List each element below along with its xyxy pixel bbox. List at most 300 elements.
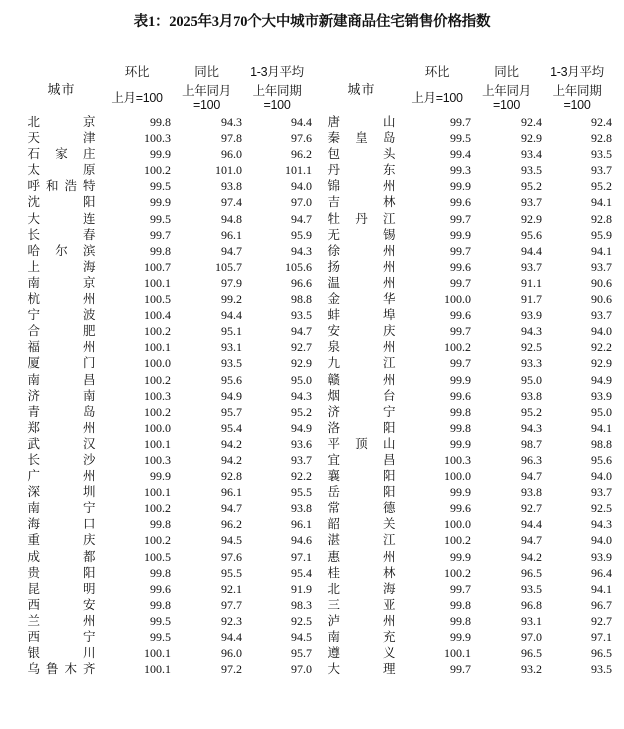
city-name-left xyxy=(20,484,103,500)
city-name-right xyxy=(320,114,403,130)
row-gutter xyxy=(312,243,320,259)
value-avg-left: 94.3 xyxy=(291,243,312,258)
city-name-left xyxy=(20,404,103,420)
city-name-left xyxy=(20,645,103,661)
header-mom-basis-left xyxy=(103,82,171,114)
city-name-left xyxy=(20,372,103,388)
value-yoy-left: 93.8 xyxy=(221,179,242,194)
city-label: 九 江 xyxy=(327,356,396,371)
value-yoy-right: 94.3 xyxy=(521,324,542,339)
value-avg-right: 94.1 xyxy=(591,420,612,435)
city-name-left xyxy=(20,388,103,404)
city-name-left xyxy=(20,178,103,194)
city-label: 长 沙 xyxy=(27,452,96,467)
value-avg-left: 94.9 xyxy=(291,420,312,435)
value-yoy-left: 94.5 xyxy=(221,533,242,548)
city-name-right xyxy=(320,452,403,468)
value-yoy-right: 93.7 xyxy=(521,195,542,210)
value-yoy-right: 93.5 xyxy=(521,581,542,596)
row-gutter xyxy=(312,581,320,597)
value-mom-right: 99.8 xyxy=(450,420,471,435)
city-name-left xyxy=(20,339,103,355)
table-row xyxy=(20,372,612,388)
value-mom-left: 100.5 xyxy=(144,292,171,307)
city-name-right xyxy=(320,339,403,355)
row-gutter xyxy=(312,549,320,565)
header-yoy-left: 同比 xyxy=(194,65,219,79)
city-name-left xyxy=(20,162,103,178)
city-label: 岳 阳 xyxy=(327,485,396,500)
table-body xyxy=(20,114,612,677)
row-gutter xyxy=(312,114,320,130)
city-name-left xyxy=(20,211,103,227)
value-avg-left: 95.2 xyxy=(291,404,312,419)
value-avg-right: 93.5 xyxy=(591,662,612,677)
value-mom-right: 100.0 xyxy=(444,469,471,484)
value-mom-right: 99.9 xyxy=(450,179,471,194)
table-row xyxy=(20,243,612,259)
value-yoy-left: 93.5 xyxy=(221,356,242,371)
value-yoy-right: 97.0 xyxy=(521,630,542,644)
city-label: 海 口 xyxy=(27,517,96,532)
city-label: 西 宁 xyxy=(27,630,96,644)
header-row-top xyxy=(20,62,612,82)
value-yoy-right: 93.8 xyxy=(521,388,542,403)
value-avg-left: 98.8 xyxy=(291,292,312,307)
city-label: 烟 台 xyxy=(327,388,396,403)
table-row xyxy=(20,404,612,420)
city-name-left xyxy=(20,597,103,613)
value-avg-left: 91.9 xyxy=(291,581,312,596)
value-avg-right: 93.7 xyxy=(591,163,612,178)
value-mom-left: 99.8 xyxy=(150,565,171,580)
value-avg-right: 94.1 xyxy=(591,243,612,258)
value-yoy-left: 97.2 xyxy=(221,662,242,677)
city-name-right xyxy=(320,146,403,162)
city-label: 西 安 xyxy=(27,597,96,612)
value-mom-right: 99.7 xyxy=(450,115,471,129)
value-avg-left: 96.2 xyxy=(291,147,312,162)
city-name-left xyxy=(20,452,103,468)
city-label: 丹 东 xyxy=(327,163,396,178)
city-name-left xyxy=(20,227,103,243)
city-label: 泸 州 xyxy=(327,613,396,628)
row-gutter xyxy=(312,372,320,388)
header-avg-basis-right-line2: =100 xyxy=(563,98,591,112)
header-avg-basis-left-line1: 上年同期 xyxy=(252,84,302,98)
value-avg-right: 92.9 xyxy=(591,356,612,371)
city-label: 济 南 xyxy=(27,388,96,403)
value-mom-left: 100.2 xyxy=(144,324,171,339)
row-gutter xyxy=(312,211,320,227)
row-gutter xyxy=(312,629,320,645)
value-mom-left: 100.0 xyxy=(144,356,171,371)
value-avg-right: 96.7 xyxy=(591,597,612,612)
value-avg-left: 97.0 xyxy=(291,195,312,210)
row-gutter xyxy=(312,532,320,548)
value-yoy-left: 96.2 xyxy=(221,517,242,532)
city-label: 银 川 xyxy=(27,646,96,661)
value-avg-left: 93.7 xyxy=(291,452,312,467)
row-gutter xyxy=(312,661,320,677)
city-name-right xyxy=(320,291,403,307)
row-gutter xyxy=(312,484,320,500)
value-yoy-right: 95.2 xyxy=(521,404,542,419)
value-yoy-right: 93.7 xyxy=(521,259,542,274)
value-yoy-right: 92.4 xyxy=(521,115,542,129)
value-mom-left: 99.5 xyxy=(150,211,171,226)
city-label: 无 锡 xyxy=(327,227,396,242)
value-mom-left: 99.8 xyxy=(150,243,171,258)
header-gutter xyxy=(312,62,320,82)
value-yoy-right: 95.2 xyxy=(521,179,542,194)
city-label: 郑 州 xyxy=(27,420,96,435)
value-yoy-left: 97.4 xyxy=(221,195,242,210)
city-name-right xyxy=(320,323,403,339)
city-label: 重 庆 xyxy=(27,533,96,548)
city-name-left xyxy=(20,532,103,548)
value-yoy-left: 97.9 xyxy=(221,275,242,290)
value-mom-right: 99.7 xyxy=(450,275,471,290)
value-avg-right: 94.0 xyxy=(591,324,612,339)
header-yoy-basis-left xyxy=(171,82,242,114)
value-mom-right: 99.7 xyxy=(450,581,471,596)
city-label: 太 原 xyxy=(27,163,96,178)
value-avg-left: 92.2 xyxy=(291,469,312,484)
city-name-right xyxy=(320,388,403,404)
value-yoy-left: 92.8 xyxy=(221,469,242,484)
row-gutter xyxy=(312,162,320,178)
value-mom-right: 99.6 xyxy=(450,259,471,274)
value-mom-left: 100.1 xyxy=(144,275,171,290)
city-label: 大 连 xyxy=(27,211,96,226)
value-mom-right: 99.8 xyxy=(450,404,471,419)
table-row xyxy=(20,597,612,613)
value-mom-right: 99.9 xyxy=(450,227,471,242)
city-label: 湛 江 xyxy=(327,533,396,548)
header-yoy-basis-right-line2: =100 xyxy=(493,98,520,112)
city-name-right xyxy=(320,372,403,388)
city-label: 唐 山 xyxy=(327,115,396,129)
value-yoy-right: 94.7 xyxy=(521,469,542,484)
value-avg-right: 95.2 xyxy=(591,179,612,194)
value-yoy-left: 95.1 xyxy=(221,324,242,339)
value-avg-right: 93.7 xyxy=(591,308,612,323)
header-mom-basis-right-line1: 上月=100 xyxy=(411,91,463,105)
value-avg-right: 90.6 xyxy=(591,275,612,290)
value-avg-right: 95.9 xyxy=(591,227,612,242)
city-label: 深 圳 xyxy=(27,485,96,500)
value-mom-left: 100.1 xyxy=(144,662,171,677)
city-name-left xyxy=(20,581,103,597)
value-yoy-right: 94.4 xyxy=(521,517,542,532)
value-avg-left: 94.0 xyxy=(291,179,312,194)
city-name-right xyxy=(320,629,403,645)
value-mom-left: 100.5 xyxy=(144,549,171,564)
value-avg-left: 94.7 xyxy=(291,211,312,226)
price-index-table-wrapper xyxy=(20,62,612,677)
city-label: 安 庆 xyxy=(327,324,396,339)
city-label: 合 肥 xyxy=(27,324,96,339)
value-mom-left: 100.1 xyxy=(144,436,171,451)
city-label: 广 州 xyxy=(27,469,96,484)
price-index-table xyxy=(20,62,612,677)
row-gutter xyxy=(312,420,320,436)
value-mom-right: 99.9 xyxy=(450,485,471,500)
city-label: 贵 阳 xyxy=(27,565,96,580)
table-row xyxy=(20,581,612,597)
page-title: 表1：2025年3月70个大中城市新建商品住宅销售价格指数 xyxy=(133,14,491,30)
value-avg-right: 92.4 xyxy=(591,115,612,129)
table-row xyxy=(20,130,612,146)
value-avg-right: 92.5 xyxy=(591,501,612,516)
city-name-right xyxy=(320,613,403,629)
value-mom-left: 100.2 xyxy=(144,163,171,178)
value-yoy-left: 95.4 xyxy=(221,420,242,435)
table-row xyxy=(20,468,612,484)
city-name-right xyxy=(320,436,403,452)
city-label: 金 华 xyxy=(327,292,396,307)
row-gutter xyxy=(312,194,320,210)
city-name-left xyxy=(20,307,103,323)
row-gutter xyxy=(312,452,320,468)
value-mom-right: 99.8 xyxy=(450,597,471,612)
value-avg-right: 92.8 xyxy=(591,131,612,146)
city-name-right xyxy=(320,484,403,500)
value-yoy-right: 95.6 xyxy=(521,227,542,242)
city-name-left xyxy=(20,259,103,275)
table-row xyxy=(20,259,612,275)
table-row xyxy=(20,452,612,468)
value-avg-right: 93.9 xyxy=(591,549,612,564)
header-yoy-basis-right-line1: 上年同月 xyxy=(482,84,531,98)
value-mom-right: 99.7 xyxy=(450,356,471,371)
city-label: 天 津 xyxy=(27,131,96,146)
value-avg-left: 92.5 xyxy=(291,613,312,628)
city-name-right xyxy=(320,532,403,548)
value-mom-left: 99.8 xyxy=(150,597,171,612)
value-avg-left: 94.7 xyxy=(291,324,312,339)
city-label: 襄 阳 xyxy=(327,469,396,484)
city-name-right xyxy=(320,259,403,275)
header-row-sub xyxy=(20,82,612,114)
value-yoy-right: 91.1 xyxy=(521,275,542,290)
city-label: 赣 州 xyxy=(327,372,396,387)
value-mom-left: 100.2 xyxy=(144,372,171,387)
value-mom-left: 100.3 xyxy=(144,388,171,403)
row-gutter xyxy=(312,323,320,339)
value-avg-right: 92.7 xyxy=(591,613,612,628)
value-yoy-right: 94.7 xyxy=(521,533,542,548)
city-name-left xyxy=(20,355,103,371)
value-avg-right: 93.7 xyxy=(591,259,612,274)
value-avg-left: 96.1 xyxy=(291,517,312,532)
value-yoy-right: 96.5 xyxy=(521,565,542,580)
value-avg-right: 92.8 xyxy=(591,211,612,226)
city-name-right xyxy=(320,404,403,420)
value-mom-right: 100.0 xyxy=(444,517,471,532)
row-gutter xyxy=(312,645,320,661)
city-label: 锦 州 xyxy=(327,179,396,194)
value-mom-right: 100.2 xyxy=(444,565,471,580)
value-mom-left: 99.5 xyxy=(150,613,171,628)
value-yoy-right: 93.2 xyxy=(521,662,542,677)
header-avg-basis-right xyxy=(542,82,612,114)
value-yoy-left: 97.7 xyxy=(221,597,242,612)
table-row xyxy=(20,613,612,629)
value-yoy-left: 92.1 xyxy=(221,581,242,596)
value-mom-right: 99.9 xyxy=(450,372,471,387)
city-label: 惠 州 xyxy=(327,549,396,564)
value-yoy-right: 96.5 xyxy=(521,646,542,661)
table-row xyxy=(20,500,612,516)
value-mom-right: 99.5 xyxy=(450,131,471,146)
value-mom-left: 99.7 xyxy=(150,227,171,242)
value-avg-right: 95.0 xyxy=(591,404,612,419)
table-row xyxy=(20,516,612,532)
value-mom-left: 100.3 xyxy=(144,452,171,467)
header-mom-basis-right xyxy=(403,82,471,114)
city-label: 泉 州 xyxy=(327,340,396,355)
value-avg-right: 93.7 xyxy=(591,485,612,500)
value-yoy-right: 94.4 xyxy=(521,243,542,258)
value-yoy-right: 93.5 xyxy=(521,163,542,178)
city-name-left xyxy=(20,146,103,162)
city-name-left xyxy=(20,500,103,516)
value-avg-left: 97.6 xyxy=(291,131,312,146)
row-gutter xyxy=(312,130,320,146)
city-name-left xyxy=(20,629,103,645)
value-yoy-left: 92.3 xyxy=(221,613,242,628)
value-avg-right: 96.5 xyxy=(591,646,612,661)
value-mom-right: 99.6 xyxy=(450,388,471,403)
value-mom-left: 100.1 xyxy=(144,646,171,661)
city-name-right xyxy=(320,275,403,291)
value-mom-right: 99.3 xyxy=(450,163,471,178)
value-mom-left: 99.5 xyxy=(150,630,171,644)
city-label: 南 京 xyxy=(27,275,96,290)
city-name-right xyxy=(320,227,403,243)
city-name-right xyxy=(320,194,403,210)
city-name-left xyxy=(20,549,103,565)
header-yoy-right: 同比 xyxy=(494,65,519,79)
city-name-left xyxy=(20,130,103,146)
value-mom-right: 99.6 xyxy=(450,195,471,210)
table-row xyxy=(20,162,612,178)
city-label: 南 充 xyxy=(327,630,396,644)
value-mom-right: 99.9 xyxy=(450,630,471,644)
city-name-left xyxy=(20,468,103,484)
table-row xyxy=(20,565,612,581)
value-avg-left: 98.3 xyxy=(291,597,312,612)
table-row xyxy=(20,355,612,371)
city-label: 桂 林 xyxy=(327,565,396,580)
value-avg-right: 94.1 xyxy=(591,581,612,596)
table-row xyxy=(20,388,612,404)
city-label: 南 宁 xyxy=(27,501,96,516)
city-label: 洛 阳 xyxy=(327,420,396,435)
value-yoy-left: 94.3 xyxy=(221,115,242,129)
value-yoy-left: 101.0 xyxy=(215,163,242,178)
city-name-left xyxy=(20,194,103,210)
value-yoy-right: 94.2 xyxy=(521,549,542,564)
table-row xyxy=(20,532,612,548)
city-label: 昆 明 xyxy=(27,581,96,596)
value-yoy-left: 99.2 xyxy=(221,292,242,307)
table-row xyxy=(20,629,612,645)
table-row xyxy=(20,307,612,323)
city-label: 宜 昌 xyxy=(327,452,396,467)
city-label: 济 宁 xyxy=(327,404,396,419)
value-yoy-left: 105.7 xyxy=(215,259,242,274)
value-avg-right: 92.2 xyxy=(591,340,612,355)
value-avg-left: 94.5 xyxy=(291,630,312,644)
city-name-left xyxy=(20,114,103,130)
city-name-right xyxy=(320,516,403,532)
value-yoy-left: 94.7 xyxy=(221,243,242,258)
header-mom-basis-left-line1: 上月=100 xyxy=(111,91,163,105)
value-yoy-left: 94.2 xyxy=(221,452,242,467)
city-label: 北 海 xyxy=(327,581,396,596)
value-avg-right: 93.9 xyxy=(591,388,612,403)
value-avg-left: 95.5 xyxy=(291,485,312,500)
value-yoy-right: 92.5 xyxy=(521,340,542,355)
table-row xyxy=(20,291,612,307)
table-row xyxy=(20,146,612,162)
table-row xyxy=(20,420,612,436)
value-mom-left: 100.0 xyxy=(144,420,171,435)
value-avg-left: 93.5 xyxy=(291,308,312,323)
value-yoy-left: 95.5 xyxy=(221,565,242,580)
city-label: 大 理 xyxy=(327,662,396,677)
row-gutter xyxy=(312,259,320,275)
city-label: 石 家 庄 xyxy=(27,147,96,162)
city-label: 平 顶 山 xyxy=(327,436,396,451)
city-label: 北 京 xyxy=(27,115,96,129)
header-avg-basis-left-line2: =100 xyxy=(263,98,291,112)
city-label: 上 海 xyxy=(27,259,96,274)
value-yoy-right: 93.9 xyxy=(521,308,542,323)
city-label: 哈 尔 滨 xyxy=(27,243,96,258)
table-row xyxy=(20,194,612,210)
header-yoy-basis-right xyxy=(471,82,542,114)
value-mom-left: 100.2 xyxy=(144,404,171,419)
row-gutter xyxy=(312,436,320,452)
row-gutter xyxy=(312,307,320,323)
value-mom-right: 99.7 xyxy=(450,662,471,677)
city-name-left xyxy=(20,516,103,532)
table-row xyxy=(20,323,612,339)
value-avg-right: 97.1 xyxy=(591,630,612,644)
value-avg-left: 97.0 xyxy=(291,662,312,677)
value-yoy-right: 93.1 xyxy=(521,613,542,628)
city-label: 秦 皇 岛 xyxy=(327,131,396,146)
city-label: 韶 关 xyxy=(327,517,396,532)
value-yoy-left: 94.4 xyxy=(221,630,242,644)
value-mom-right: 99.9 xyxy=(450,549,471,564)
city-name-right xyxy=(320,130,403,146)
value-yoy-right: 94.3 xyxy=(521,420,542,435)
value-mom-left: 100.2 xyxy=(144,501,171,516)
value-mom-right: 99.7 xyxy=(450,243,471,258)
row-gutter xyxy=(312,516,320,532)
row-gutter xyxy=(312,500,320,516)
row-gutter xyxy=(312,355,320,371)
row-gutter xyxy=(312,227,320,243)
table-row xyxy=(20,178,612,194)
city-label: 厦 门 xyxy=(27,356,96,371)
value-avg-left: 96.6 xyxy=(291,275,312,290)
